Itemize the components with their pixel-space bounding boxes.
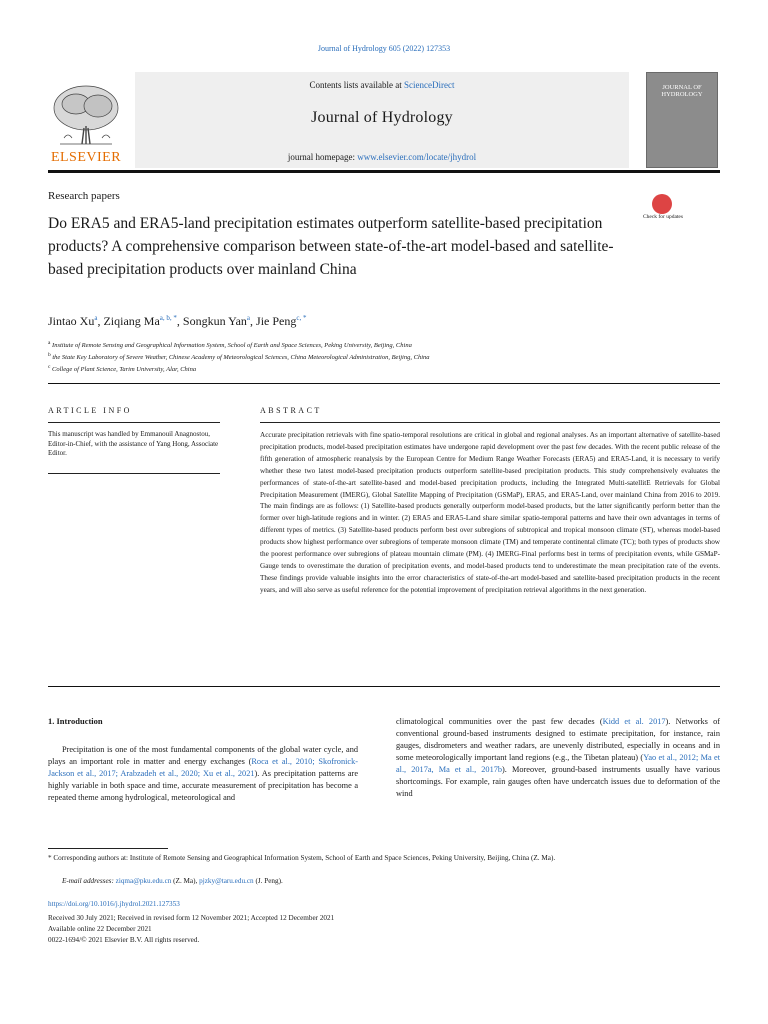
- homepage-link[interactable]: www.elsevier.com/locate/jhydrol: [357, 152, 477, 162]
- copyright: 0022-1694/© 2021 Elsevier B.V. All rights reserved.: [48, 936, 200, 944]
- elsevier-wordmark: ELSEVIER: [50, 150, 122, 165]
- affiliation: $^a$ Institute of Remote Sensing and Geographical Information System, School of Earth and Space Sciences, Peking University, Beijing, China: [48, 340, 412, 350]
- check-for-updates-label[interactable]: Check for updates: [643, 214, 684, 220]
- author[interactable]: Jie Peng$^{c, *}$: [256, 314, 307, 328]
- contents-line: [135, 80, 629, 90]
- article-info-heading: ARTICLE INFO: [48, 406, 132, 415]
- citation-link[interactable]: Roca et al., 2010; Skofronick-Jackson et al., 2017; Arabzadeh et al., 2020; Xu et al., 2021: [48, 757, 358, 778]
- intro-heading: 1. Introduction: [48, 716, 103, 726]
- author[interactable]: Ziqiang $Ma^{a, b, *}$: [103, 314, 177, 328]
- citation-link[interactable]: Kidd et al. 2017: [602, 717, 666, 726]
- affiliation: $^c$ College of Plant Science, Tarim University, Alar, China: [48, 364, 197, 374]
- check-for-updates-icon[interactable]: [652, 194, 672, 214]
- section-label: Research papers: [48, 190, 120, 202]
- cover-title: JOURNAL OF HYDROLOGY: [661, 84, 703, 98]
- homepage-prefix: journal homepage:: [287, 152, 358, 162]
- abstract-body: Accurate precipitation retrievals with fine spatio-temporal resolutions are critical in global and regional analyses. As an important alternative of satellite-based precipitation products, model-based precipitation estimates have undergone rapid development over the past few decades. With the recent public release of the fifth generation of atmospheric reanalysis by the European Centre for Medium Range Weather Forecasts (ERA5) and ERA5-Land, it is necessary to verify whether these two latest model-based precipitation products outperform satellite-based precipitation products. This study comprehensively evaluates the performances of state-of-the-art satellite-based and model-based precipitation products, including the Integrated Multi-satellitE Retrievals for Global Precipitation Measurement (IMERG), Global Satellite Mapping of Precipitation (GSMaP), ERA5, and ERA5-Land, over mainland China from 2016 to 2019. The main findings are as follows: (1) Satellite-based products generally outperform model-based products, but the latter significantly perform better than the former over high-latitude regions and in winter. (2) ERA5 and ERA5-Land share similar spatio-temporal patterns and have their own advantages in terms of different types of metrics. (3) Satellite-based products perform best over subregions of subtropical and tropical monsoon climate (ST), whereas model-based products show highest performance over subregions of temperate monsoon climate (TM) and temperate continental climate (TC); both types of products show the poorest performance over subregions of plateau mountain climate (PM). (4) IMERG-Final performs best in terms of precipitation events, while GSMaP-Gauge tends to overestimate the duration of precipitation events, and model-based products tend to underestimate the mean precipitation rate of the events. These findings provide valuable insights into the error characteristics of state-of-the-art model-based and satellite-based precipitation products in the recent years, and will also serve as useful reference for the potential improvement of precipitation retrieval algorithms in the next generation.: [260, 431, 720, 594]
- paper-title: Do ERA5 and ERA5-land precipitation estimates outperform satellite-based precipitation products? A comprehensive comparison between state-of-the-art model-based and satellite-based precipitation products over mainland China: [48, 215, 614, 278]
- received-dates: Received 30 July 2021; Received in revised form 12 November 2021; Accepted 12 December 2021: [48, 914, 335, 922]
- journal-title: Journal of Hydrology: [311, 109, 453, 126]
- divider: [48, 422, 220, 423]
- intro-column-left: Precipitation is one of the most fundamental components of the global water cycle, and plays an important role in matter and energy exchanges (Roca et al., 2010; Skofronick-Jackson et al., 2017; Arabzadeh et al., 2020; Xu et al., 2021). As precipitation patterns are highly variable in both space and time, accurate measurement of precipitation has become a repeated theme among hydrological, meteorological and: [48, 745, 359, 802]
- email-line: E-mail addresses: ziqma@pku.edu.cn (Z. Ma), pjzky@taru.edu.cn (J. Peng).: [62, 877, 283, 885]
- doi-link[interactable]: https://doi.org/10.1016/j.jhydrol.2021.127353: [48, 900, 180, 908]
- divider: [48, 686, 720, 687]
- author[interactable]: Songkun Yan$^a$: [182, 314, 251, 328]
- intro-column-right: climatological communities over the past few decades (Kidd et al. 2017). Networks of conventional ground-based instruments designed to estimate precipitation, for instance, rain gauges, disdrometers and weather radars, are unevenly distributed, especially in oceans and in some meteorologically important land regions (e.g., the Tibetan plateau) (Yao et al., 2012; Ma et al., 2017a, Ma et al., 2017b). Moreover, ground-based instruments usually have various shortcomings. For example, rain gauges often have undercatch issues due to deformation of the wind: [396, 717, 720, 798]
- author-list: Jintao Xu$^a$, Ziqiang $Ma^{a, b, *}$, Songkun Yan$^a$, Jie Peng$^{c, *}$: [48, 314, 307, 328]
- header-rule: [48, 170, 720, 173]
- journal-reference[interactable]: Journal of Hydrology 605 (2022) 127353: [317, 44, 451, 53]
- email-link[interactable]: ziqma@pku.edu.cn: [115, 877, 172, 885]
- divider: [48, 383, 720, 384]
- homepage-line: [135, 152, 629, 162]
- author[interactable]: Jintao Xu$^a$: [48, 314, 98, 328]
- editor-note: This manuscript was handled by Emmanouil Anagnostou, Editor-in-Chief, with the assistance of Yang Hong, Associate Editor.: [48, 430, 219, 457]
- corresponding-author-note: * Corresponding authors at: Institute of Remote Sensing and Geographical Information System, School of Earth and Space Sciences, Peking University, Beijing, China (Z. Ma).: [48, 854, 556, 862]
- abstract-heading: ABSTRACT: [260, 406, 322, 415]
- contents-prefix: Contents lists available at: [309, 80, 404, 90]
- divider: [260, 422, 720, 423]
- sciencedirect-link[interactable]: ScienceDirect: [404, 80, 455, 90]
- footnote-rule: [48, 848, 168, 849]
- email-link[interactable]: pjzky@taru.edu.cn: [199, 877, 254, 885]
- divider: [48, 473, 220, 474]
- affiliation: $^b$ the State Key Laboratory of Severe Weather, Chinese Academy of Meteorological Sciences, China Meteorological Administration, Beijing, China: [48, 352, 430, 362]
- citation-link[interactable]: Yao et al., 2012; Ma et al., 2017a, Ma et al., 2017b: [396, 753, 720, 774]
- available-online: Available online 22 December 2021: [48, 925, 152, 933]
